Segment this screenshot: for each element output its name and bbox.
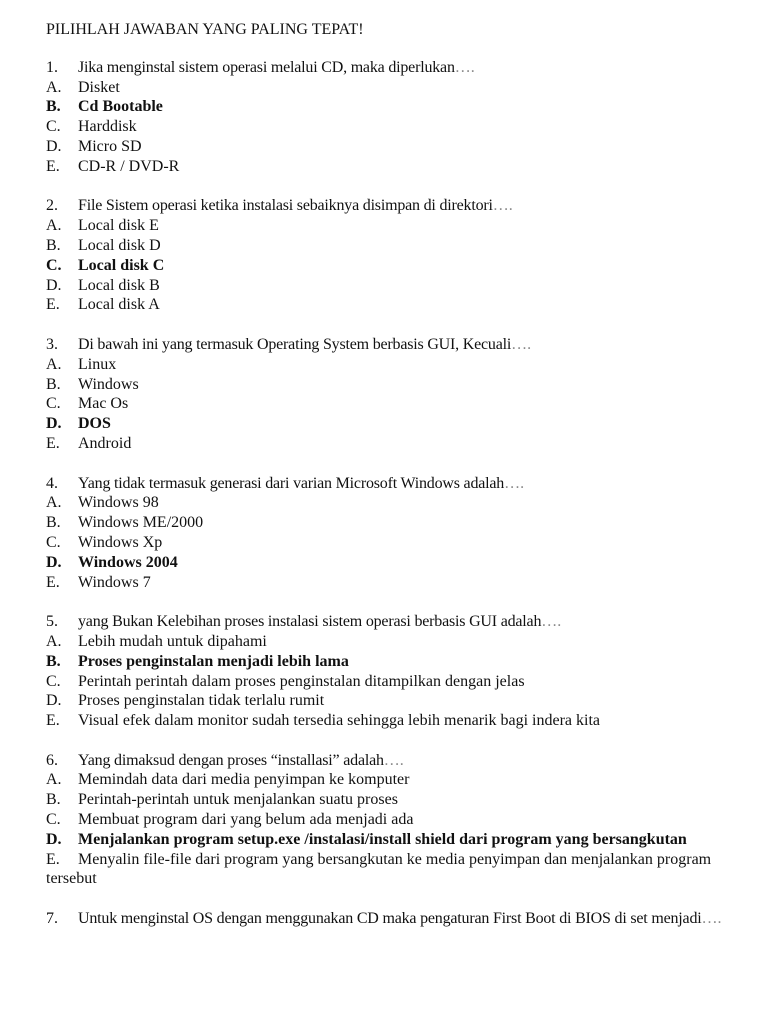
question-ellipsis: …. xyxy=(701,910,722,928)
question-text: Yang dimaksud dengan proses “installasi” adalah xyxy=(78,751,384,769)
question-block xyxy=(46,909,736,929)
answer-option xyxy=(46,216,736,236)
option-text: Menjalankan program setup.exe /instalasi/install shield dari program yang bersangkutan xyxy=(78,830,687,848)
answer-option xyxy=(46,790,736,810)
option-letter: A. xyxy=(46,632,62,650)
answer-option xyxy=(46,434,736,454)
option-text: DOS xyxy=(78,415,111,433)
option-text: Proses penginstalan tidak terlalu rumit xyxy=(78,692,325,710)
option-letter: D. xyxy=(46,276,62,294)
option-letter: A. xyxy=(46,494,62,512)
option-text: Linux xyxy=(78,355,117,373)
option-text: Windows 7 xyxy=(78,573,151,591)
option-letter: C. xyxy=(46,533,61,551)
answer-option xyxy=(46,573,736,593)
question-ellipsis: …. xyxy=(492,197,513,215)
answer-option xyxy=(46,157,736,177)
option-letter: E. xyxy=(46,434,60,452)
answer-option xyxy=(46,770,736,790)
option-text: CD-R / DVD-R xyxy=(78,157,180,175)
option-text: Windows ME/2000 xyxy=(78,514,204,532)
question-text-line xyxy=(46,612,736,632)
question-number: 1. xyxy=(46,58,58,76)
document-page xyxy=(46,20,736,949)
question-text: Untuk menginstal OS dengan menggunakan CD maka pengaturan First Boot di BIOS di set menjadi xyxy=(78,910,702,928)
question-text: Yang tidak termasuk generasi dari varian Microsoft Windows adalah xyxy=(78,474,505,492)
answer-option xyxy=(46,810,736,830)
answer-option xyxy=(46,117,736,137)
question-ellipsis: …. xyxy=(383,751,404,769)
option-letter: B. xyxy=(46,514,61,532)
option-text: Perintah-perintah untuk menjalankan suatu proses xyxy=(78,791,398,809)
question-text: yang Bukan Kelebihan proses instalasi sistem operasi berbasis GUI adalah xyxy=(78,613,542,631)
option-letter: D. xyxy=(46,692,62,710)
answer-option xyxy=(46,276,736,296)
answer-option xyxy=(46,850,736,890)
question-block xyxy=(46,196,736,315)
option-text: Disket xyxy=(78,78,120,96)
option-text: Mac Os xyxy=(78,395,129,413)
question-block xyxy=(46,612,736,731)
question-block xyxy=(46,474,736,593)
answer-option xyxy=(46,533,736,553)
option-text: Local disk E xyxy=(78,217,159,235)
option-letter: E. xyxy=(46,573,60,591)
option-text: Windows 2004 xyxy=(78,553,178,571)
question-ellipsis: …. xyxy=(511,335,532,353)
answer-option xyxy=(46,256,736,276)
question-number: 7. xyxy=(46,910,58,928)
question-block xyxy=(46,751,736,890)
question-text: File Sistem operasi ketika instalasi sebaiknya disimpan di direktori xyxy=(78,197,493,215)
option-text: Lebih mudah untuk dipahami xyxy=(78,632,267,650)
answer-option xyxy=(46,652,736,672)
question-text-line xyxy=(46,58,736,78)
answer-option xyxy=(46,137,736,157)
answer-option xyxy=(46,691,736,711)
option-letter: B. xyxy=(46,375,61,393)
option-letter: C. xyxy=(46,395,61,413)
option-letter: B. xyxy=(46,652,61,670)
answer-option xyxy=(46,414,736,434)
question-number: 5. xyxy=(46,613,58,631)
answer-option xyxy=(46,394,736,414)
question-ellipsis: …. xyxy=(541,613,562,631)
option-text: Perintah perintah dalam proses penginstalan ditampilkan dengan jelas xyxy=(78,672,525,690)
option-text: Local disk C xyxy=(78,256,165,274)
question-text-line xyxy=(46,474,736,494)
option-text: Membuat program dari yang belum ada menjadi ada xyxy=(78,811,414,829)
question-text: Di bawah ini yang termasuk Operating System berbasis GUI, Kecuali xyxy=(78,335,512,353)
answer-option xyxy=(46,355,736,375)
question-block xyxy=(46,58,736,177)
option-letter: D. xyxy=(46,553,62,571)
option-text: Local disk A xyxy=(78,296,160,314)
answer-option xyxy=(46,513,736,533)
option-letter: A. xyxy=(46,355,62,373)
option-letter: B. xyxy=(46,98,61,116)
option-letter: E. xyxy=(46,850,60,868)
question-list xyxy=(46,58,736,929)
question-number: 4. xyxy=(46,474,58,492)
answer-option xyxy=(46,78,736,98)
answer-option xyxy=(46,97,736,117)
question-text-line xyxy=(46,196,736,216)
option-letter: A. xyxy=(46,217,62,235)
question-number: 6. xyxy=(46,751,58,769)
option-letter: B. xyxy=(46,791,61,809)
option-letter: A. xyxy=(46,78,62,96)
answer-option xyxy=(46,493,736,513)
option-text: Local disk B xyxy=(78,276,160,294)
answer-option xyxy=(46,553,736,573)
option-text: Local disk D xyxy=(78,236,161,254)
option-text: Android xyxy=(78,434,132,452)
answer-option xyxy=(46,295,736,315)
option-text: Menyalin file-file dari program yang bersangkutan ke media penyimpan dan menjalankan program tersebut xyxy=(46,850,712,888)
question-block xyxy=(46,335,736,454)
instruction-heading: PILIHLAH JAWABAN YANG PALING TEPAT! xyxy=(46,21,364,38)
answer-option xyxy=(46,830,736,850)
answer-option xyxy=(46,375,736,395)
option-text: Windows 98 xyxy=(78,494,159,512)
option-letter: C. xyxy=(46,811,61,829)
option-text: Memindah data dari media penyimpan ke komputer xyxy=(78,771,410,789)
option-letter: D. xyxy=(46,415,62,433)
question-number: 3. xyxy=(46,335,58,353)
option-letter: D. xyxy=(46,830,62,848)
option-letter: A. xyxy=(46,771,62,789)
question-number: 2. xyxy=(46,197,58,215)
answer-option xyxy=(46,236,736,256)
question-ellipsis: …. xyxy=(504,474,525,492)
question-text: Jika menginstal sistem operasi melalui CD, maka diperlukan xyxy=(78,58,455,76)
option-letter: C. xyxy=(46,672,61,690)
option-letter: C. xyxy=(46,256,62,274)
option-letter: E. xyxy=(46,712,60,730)
option-text: Harddisk xyxy=(78,118,137,136)
option-letter: C. xyxy=(46,118,61,136)
answer-option xyxy=(46,632,736,652)
option-text: Proses penginstalan menjadi lebih lama xyxy=(78,652,349,670)
option-letter: D. xyxy=(46,137,62,155)
option-letter: E. xyxy=(46,157,60,175)
question-ellipsis: …. xyxy=(454,58,475,76)
option-letter: B. xyxy=(46,236,61,254)
option-text: Visual efek dalam monitor sudah tersedia sehingga lebih menarik bagi indera kita xyxy=(78,712,600,730)
option-text: Micro SD xyxy=(78,137,142,155)
question-text-line xyxy=(46,751,736,771)
option-text: Windows xyxy=(78,375,139,393)
option-text: Windows Xp xyxy=(78,533,163,551)
answer-option xyxy=(46,711,736,731)
question-text-line xyxy=(46,909,736,929)
question-text-line xyxy=(46,335,736,355)
option-letter: E. xyxy=(46,296,60,314)
answer-option xyxy=(46,672,736,692)
option-text: Cd Bootable xyxy=(78,98,163,116)
